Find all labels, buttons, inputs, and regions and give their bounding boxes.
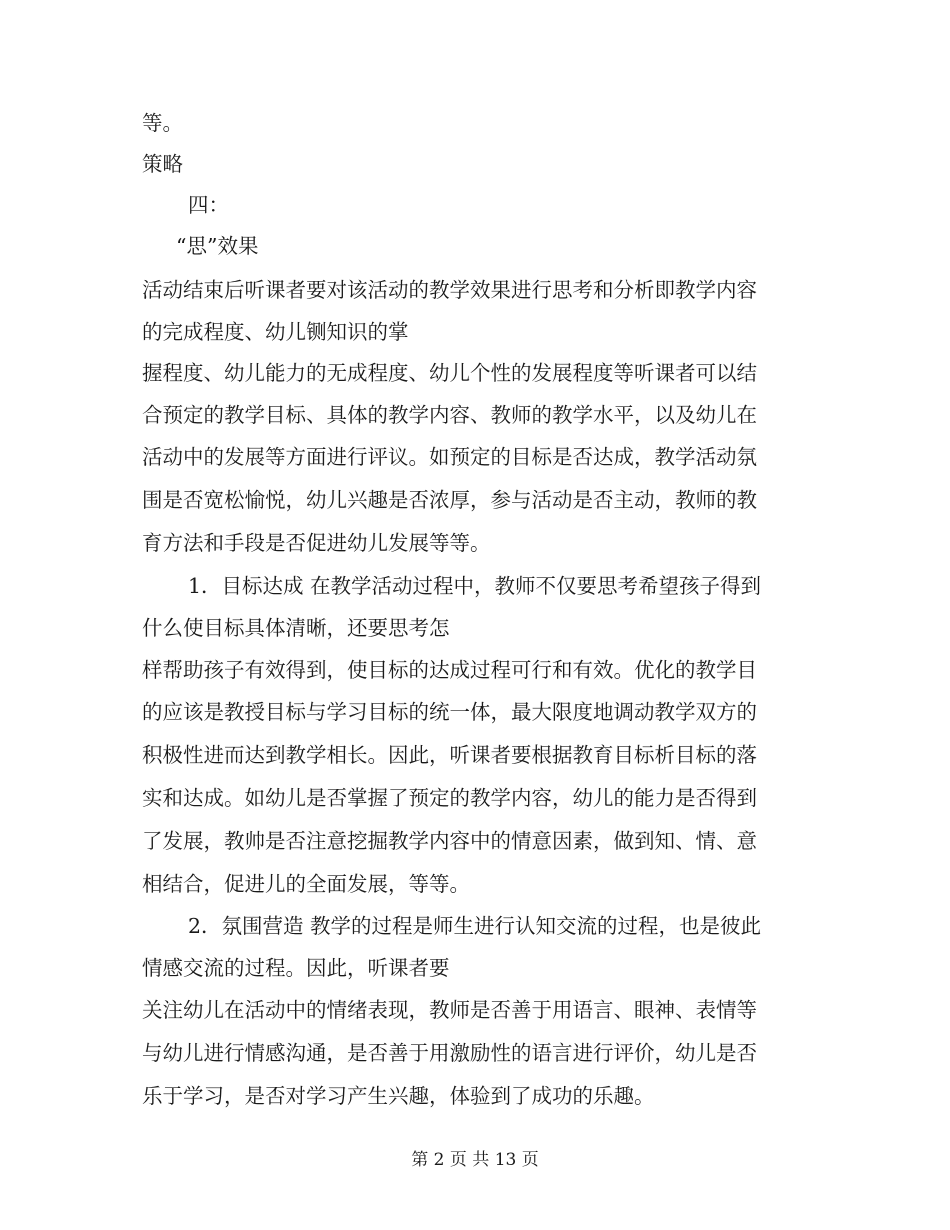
paragraph-line: 关注幼儿在活动中的情绪表现，教师是否善于用语言、眼神、表情等: [142, 998, 757, 1022]
paragraph-line: 的应该是教授目标与学习目标的统一体，最大限度地调动教学双方的: [142, 700, 757, 724]
paragraph-line: 与幼儿进行情感沟通，是否善于用激励性的语言进行评价，幼儿是否: [142, 1041, 757, 1065]
paragraph-line: 了发展，教帅是否注意挖掘教学内容中的情意因素，做到知、情、意: [142, 829, 757, 853]
paragraph-line: 握程度、幼儿能力的无成程度、幼儿个性的发展程度等听课者可以结: [142, 361, 757, 385]
paragraph-line: 活动结束后听课者要对该活动的教学效果进行思考和分析即教学内容: [142, 278, 757, 302]
paragraph-line: 相结合，促进儿的全面发展，等等。: [142, 872, 470, 896]
paragraph-line: 实和达成。如幼儿是否掌握了预定的教学内容，幼儿的能力是否得到: [142, 786, 757, 810]
section-number: 四：: [188, 193, 229, 217]
paragraph-line: 积极性进而达到教学相长。因此，听课者要根据教育目标析目标的落: [142, 743, 757, 767]
paragraph-line: 情感交流的过程。因此，听课者要: [142, 956, 450, 980]
text-line: 策略: [142, 152, 183, 176]
page-footer: 第 2 页 共 13 页: [411, 1150, 539, 1170]
paragraph-line: 育方法和手段是否促进幼儿发展等等。: [142, 531, 491, 555]
paragraph-line: 什么使目标具体清晰，还要思考怎: [142, 616, 450, 640]
text-line: 等。: [142, 111, 183, 135]
paragraph-line: 的完成程度、幼儿铡知识的掌: [142, 320, 409, 344]
paragraph-line: 样帮助孩子有效得到，使目标的达成过程可行和有效。优化的教学目: [142, 658, 757, 682]
paragraph-line: 活动中的发展等方面进行评议。如预定的目标是否达成，教学活动氛: [142, 445, 757, 469]
paragraph-line: 乐于学习，是否对学习产生兴趣，体验到了成功的乐趣。: [142, 1084, 655, 1108]
section-heading: “思”效果: [176, 234, 259, 258]
paragraph-line: 合预定的教学目标、具体的教学内容、教师的教学水平，以及幼儿在: [142, 403, 757, 427]
paragraph-line: 围是否宽松愉悦，幼儿兴趣是否浓厚，参与活动是否主动，教师的教: [142, 488, 757, 512]
paragraph-line: 1．目标达成 在教学活动过程中，教师不仅要思考希望孩子得到: [188, 574, 762, 598]
paragraph-line: 2．氛围营造 教学的过程是师生进行认知交流的过程，也是彼此: [188, 914, 762, 938]
